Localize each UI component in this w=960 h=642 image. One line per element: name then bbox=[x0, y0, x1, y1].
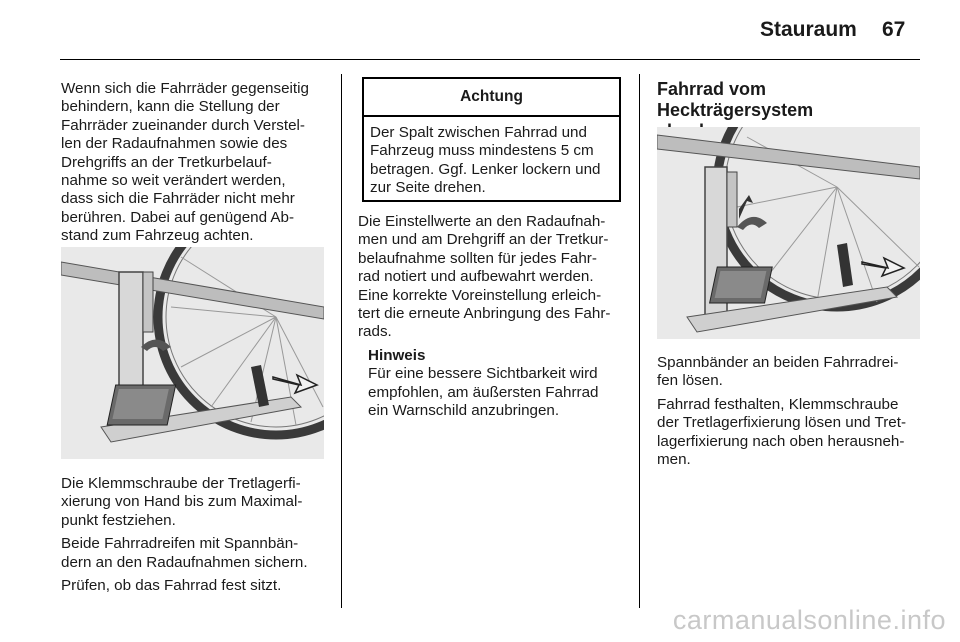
left-column-lower bbox=[61, 475, 336, 595]
warning-box bbox=[362, 77, 621, 202]
column-divider-right bbox=[639, 74, 640, 608]
note-block bbox=[368, 347, 633, 421]
middle-column bbox=[358, 213, 633, 342]
bike-carrier-illustration-2 bbox=[657, 127, 920, 339]
page-number: 67 bbox=[882, 18, 906, 41]
bike-carrier-illustration-1 bbox=[61, 247, 324, 459]
paragraph: Spannbänder an beiden Fahrradrei- fen lösen. bbox=[657, 354, 899, 390]
right-column bbox=[657, 354, 932, 469]
note-text: Für eine bessere Sichtbarkeit wird empfohlen, am äußersten Fahrrad ein Warnschild anzubringen. bbox=[368, 365, 599, 420]
watermark: carmanualsonline.info bbox=[672, 605, 946, 635]
paragraph: Die Klemmschraube der Tretlagerfi- xierung von Hand bis zum Maximal- punkt festziehen. bbox=[61, 475, 303, 529]
note-title: Hinweis bbox=[368, 347, 426, 364]
paragraph: Beide Fahrradreifen mit Spannbän- dern an den Radaufnahmen sichern. bbox=[61, 535, 308, 571]
paragraph: Prüfen, ob das Fahrrad fest sitzt. bbox=[61, 577, 282, 595]
page-header-title: Stauraum bbox=[760, 18, 857, 41]
header-rule bbox=[60, 59, 920, 60]
paragraph: Fahrrad festhalten, Klemmschraube der Tretlagerfixierung lösen und Tret- lagerfixierung nach oben herausneh- men. bbox=[657, 395, 907, 469]
section-heading: Fahrrad vom Heckträgersystem bbox=[657, 79, 814, 120]
left-column bbox=[61, 80, 336, 246]
warning-text: Der Spalt zwischen Fahrrad und Fahrzeug muss mindestens 5 cm betragen. Ggf. Lenker lockern und zur Seite drehen. bbox=[370, 124, 601, 197]
warning-title: Achtung bbox=[364, 79, 619, 117]
column-divider-left bbox=[341, 74, 342, 608]
paragraph: Die Einstellwerte an den Radaufnah- men und am Drehgriff an der Tretkur- belaufnahme sollten für jedes Fahr- rad notiert und aufbewahrt werden. Eine korrekte Voreinstellung erleich- tert die erneute Anbringung des Fahr- rads. bbox=[358, 213, 611, 341]
paragraph: Wenn sich die Fahrräder gegenseitig behindern, kann die Stellung der Fahrräder zueinander durch Verstel- len der Radaufnahmen sowie des Drehgriffs an der Tretkurbelauf- nahme so weit verändert werden, dass sich die Fahrräder nicht mehr berühren. Dabei auf genügend Ab- stand zum Fahrzeug achten. bbox=[61, 80, 309, 245]
bike-removal-drawing bbox=[657, 127, 920, 339]
bike-carrier-drawing bbox=[61, 247, 324, 459]
